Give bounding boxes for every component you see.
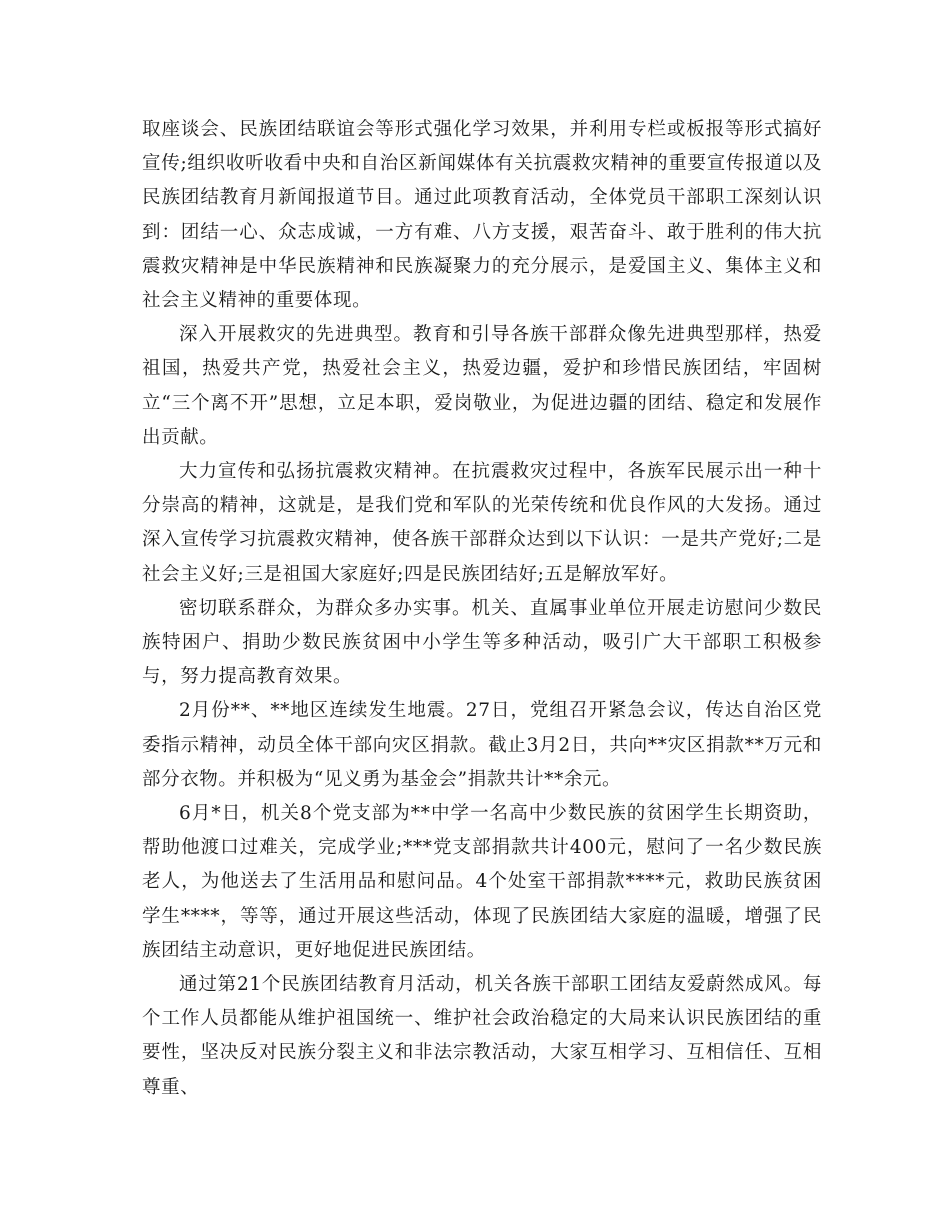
paragraph-7: 通过第21个民族团结教育月活动，机关各族干部职工团结友爱蔚然成风。每个工作人员都能从维护祖国统一、维护社会政治稳定的大局来认识民族团结的重要性，坚决反对民族分裂主义和非法宗教活动，大家互相学习、互相信任、互相尊重、: [142, 974, 822, 1098]
paragraph-1: 取座谈会、民族团结联谊会等形式强化学习效果，并利用专栏或板报等形式搞好宣传;组织收听收看中央和自治区新闻媒体有关抗震救灾精神的重要宣传报道以及民族团结教育月新闻报道节目。通过此项教育活动，全体党员干部职工深刻认识到：团结一心、众志成诚，一方有难、八方支援，艰苦奋斗、敢于胜利的伟大抗震救灾精神是中华民族精神和民族凝聚力的充分展示，是爱国主义、集体主义和社会主义精神的重要体现。: [142, 119, 822, 312]
paragraph-5: 2月份**、**地区连续发生地震。27日，党组召开紧急会议，传达自治区党委指示精神，动员全体干部向灾区捐款。截止3月2日，共向**灾区捐款**万元和部分衣物。并积极为“见义勇为基金会”捐款共计**余元。: [142, 700, 822, 790]
document-body: [142, 113, 822, 1105]
paragraph-4: 密切联系群众，为群众多办实事。机关、直属事业单位开展走访慰问少数民族特困户、捐助少数民族贫困中小学生等多种活动，吸引广大干部职工积极参与，努力提高教育效果。: [142, 597, 822, 688]
paragraph-3: 大力宣传和弘扬抗震救灾精神。在抗震救灾过程中，各族军民展示出一种十分崇高的精神，这就是，是我们党和军队的光荣传统和优良作风的大发扬。通过深入宣传学习抗震救灾精神，使各族干部群众达到以下认识：一是共产党好;二是社会主义好;三是祖国大家庭好;四是民族团结好;五是解放军好。: [142, 461, 822, 585]
paragraph-6: 6月*日，机关8个党支部为**中学一名高中少数民族的贫困学生长期资助，帮助他渡口过难关，完成学业;***党支部捐款共计400元，慰问了一名少数民族老人，为他送去了生活用品和慰问品。4个处室干部捐款****元，救助民族贫困学生****，等等，通过开展这些活动，体现了民族团结大家庭的温暖，增强了民族团结主动意识，更好地促进民族团结。: [142, 803, 822, 961]
paragraph-2: 深入开展救灾的先进典型。教育和引导各族干部群众像先进典型那样，热爱祖国，热爱共产党，热爱社会主义，热爱边疆，爱护和珍惜民族团结，牢固树立“三个离不开”思想，立足本职，爱岗敬业，为促进边疆的团结、稳定和发展作出贡献。: [142, 324, 822, 448]
